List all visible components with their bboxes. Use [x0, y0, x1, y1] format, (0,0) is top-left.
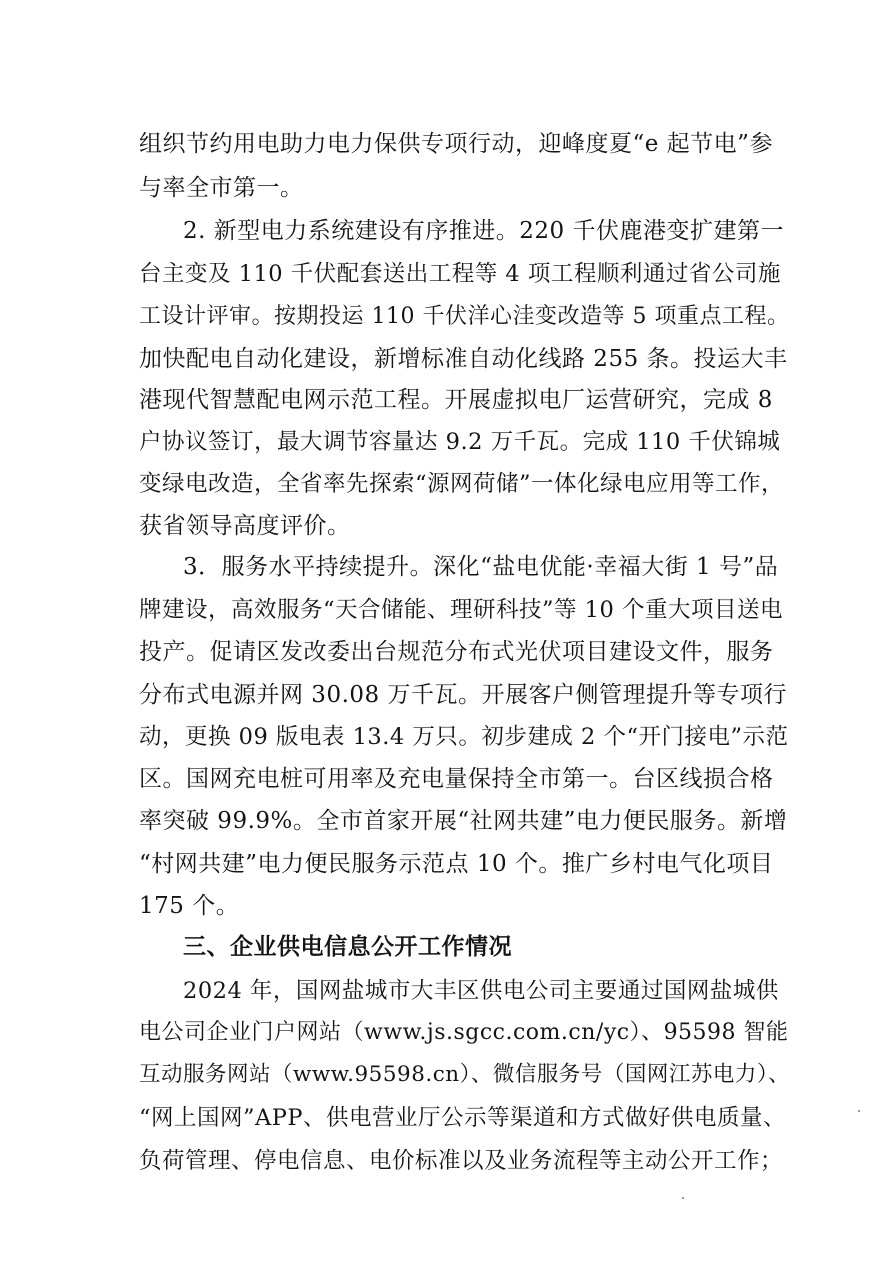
paragraph-line: 分布式电源并网 30.08 万千瓦。开展客户侧管理提升等专项行 — [139, 682, 787, 708]
paragraph-line: 工设计评审。按期投运 110 千伏洋心洼变改造等 5 项重点工程。 — [139, 304, 790, 329]
paragraph-line: 获省领导高度评价。 — [139, 513, 351, 539]
paragraph-line: 变绿电改造，全省率先探索“源网荷储”一体化绿电应用等工作， — [139, 471, 785, 497]
paragraph-line: 电公司企业门户网站（www.js.sgcc.com.cn/yc）、95598 智能 — [139, 1020, 789, 1045]
paragraph-line: 互动服务网站（www.95598.cn）、微信服务号（国网江苏电力）、 — [139, 1062, 791, 1087]
paragraph-line: 175 个。 — [139, 893, 240, 919]
paragraph-line: 2024 年，国网盐城市大丰区供电公司主要通过国网盐城供 — [183, 978, 779, 1004]
paragraph-line: “村网共建”电力便民服务示范点 10 个。推广乡村电气化项目 — [139, 851, 774, 877]
paragraph-line: 率突破 99.9%。全市首家开展“社网共建”电力便民服务。新增 — [139, 808, 788, 834]
paragraph-line: 户协议签订，最大调节容量达 9.2 万千瓦。完成 110 千伏锦城 — [139, 429, 781, 455]
paragraph-line: 加快配电自动化建设，新增标准自动化线路 255 条。投运大丰 — [139, 346, 788, 372]
scan-speck — [682, 1197, 684, 1199]
paragraph-line: 组织节约用电助力电力保供专项行动，迎峰度夏“e 起节电”参 — [139, 131, 773, 157]
section-heading: 三、企业供电信息公开工作情况 — [183, 933, 512, 960]
paragraph-line: “网上国网”APP、供电营业厅公示等渠道和方式做好供电质量、 — [139, 1105, 787, 1131]
paragraph-line: 动，更换 09 版电表 13.4 万只。初步建成 2 个“开门接电”示范 — [139, 724, 789, 750]
paragraph-line: 2. 新型电力系统建设有序推进。220 千伏鹿港变扩建第一 — [183, 218, 784, 244]
paragraph-line: 负荷管理、停电信息、电价标准以及业务流程等主动公开工作； — [139, 1148, 784, 1174]
paragraph-line: 牌建设，高效服务“天合储能、理研科技”等 10 个重大项目送电 — [139, 597, 783, 623]
paragraph-line: 3．服务水平持续提升。深化“盐电优能·幸福大街 1 号”品 — [183, 554, 779, 580]
paragraph-line: 台主变及 110 千伏配套送出工程等 4 项工程顺利通过省公司施 — [139, 261, 781, 287]
paragraph-line: 区。国网充电桩可用率及充电量保持全市第一。台区线损合格 — [139, 766, 774, 792]
paragraph-line: 投产。促请区发改委出台规范分布式光伏项目建设文件，服务 — [139, 639, 774, 665]
scan-speck — [858, 1110, 860, 1112]
paragraph-line: 与率全市第一。 — [139, 175, 304, 201]
paragraph-line: 港现代智慧配电网示范工程。开展虚拟电厂运营研究，完成 8 — [139, 387, 773, 413]
